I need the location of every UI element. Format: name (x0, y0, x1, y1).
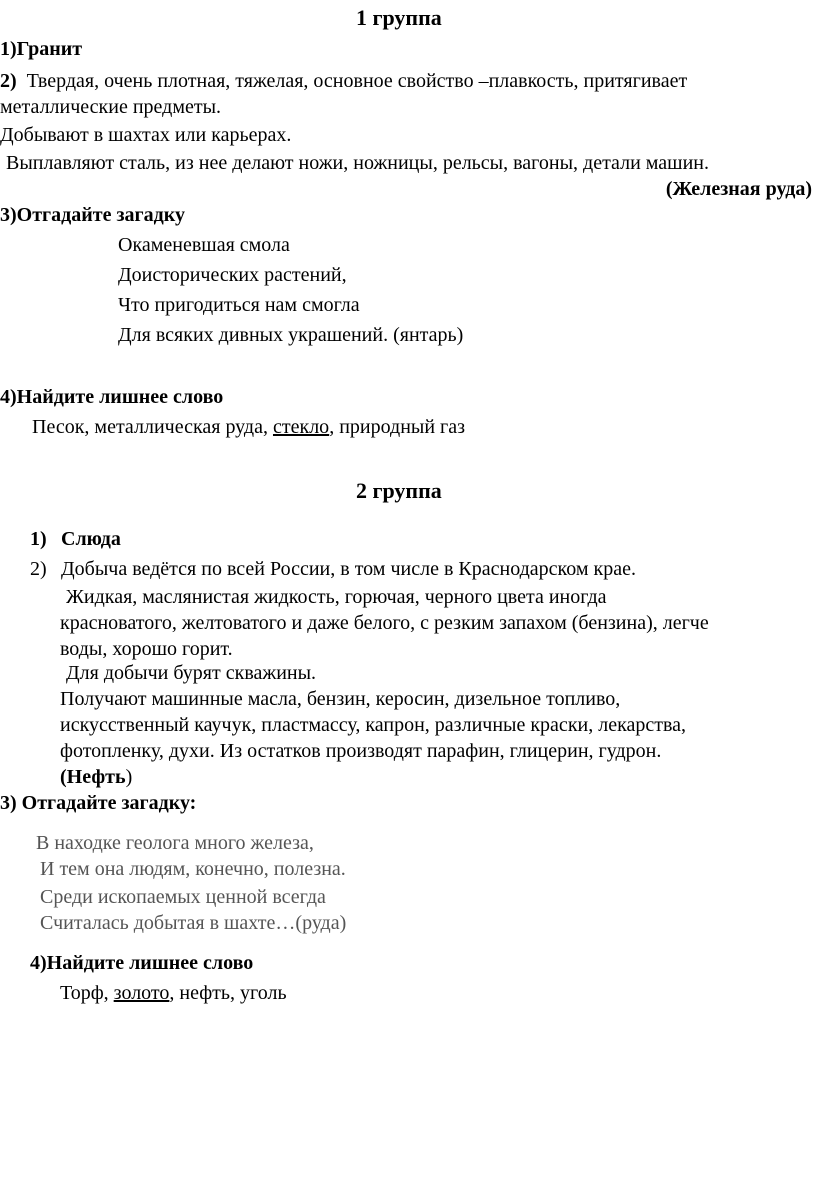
group1-q3-title: 3)Отгадайте загадку (0, 204, 185, 226)
group2-q2-line3: красноватого, желтоватого и даже белого, с резким запахом (бензина), легче (60, 612, 709, 634)
group2-q2-line7: искусственный каучук, пластмассу, капрон, различные краски, лекарства, (60, 714, 687, 736)
group2-q1 (30, 526, 121, 552)
group1-q4-odd-word: стекло (272, 416, 330, 438)
group2-q4-words (60, 980, 287, 1006)
group2-riddle-line2: И тем она людям, конечно, полезна. (40, 858, 346, 880)
group2-q2-answer-close: ) (125, 766, 133, 788)
group2-riddle-line4: Считалась добытая в шахте…(руда) (40, 912, 347, 934)
group2-q2-line1 (30, 556, 636, 582)
group1-riddle-line3: Что пригодиться нам смогла (118, 294, 360, 316)
group1-q2-line3: Добывают в шахтах или карьерах. (0, 124, 292, 146)
group1-q4-before: Песок, металлическая руда, (32, 416, 273, 438)
group2-q4-after: , нефть, уголь (169, 982, 287, 1004)
group2-q1-text: Слюда (61, 528, 121, 550)
group2-title: 2 группа (356, 478, 442, 503)
group1-q1: 1)Гранит (0, 38, 83, 60)
group1-q4-after: , природный газ (329, 416, 466, 438)
group1-title: 1 группа (356, 5, 442, 30)
group1-riddle-line2: Доисторических растений, (118, 264, 347, 286)
group2-q2-text1: Добыча ведётся по всей России, в том числе в Краснодарском крае. (61, 558, 636, 580)
group2-q2-line4: воды, хорошо горит. (60, 638, 233, 660)
group2-riddle-line3: Среди ископаемых ценной всегда (40, 886, 326, 908)
group2-q2-answer-word: (Нефть (60, 766, 126, 788)
group1-riddle-line4: Для всяких дивных украшений. (янтарь) (118, 324, 464, 346)
group2-q4-title: 4)Найдите лишнее слово (30, 952, 254, 974)
group2-q1-number: 1) (30, 528, 47, 550)
group2-q2-line2: Жидкая, маслянистая жидкость, горючая, черного цвета иногда (66, 586, 607, 608)
group2-q4-before: Торф, (60, 982, 114, 1004)
group1-q4-title: 4)Найдите лишнее слово (0, 386, 224, 408)
group2-q4-odd-word: золото (113, 982, 170, 1004)
group2-q2-number: 2) (30, 558, 47, 580)
group1-riddle-line1: Окаменевшая смола (118, 234, 290, 256)
group1-q2-line2: металлические предметы. (0, 96, 222, 118)
group1-q2-line4: Выплавляют сталь, из нее делают ножи, ножницы, рельсы, вагоны, детали машин. (6, 152, 709, 174)
group1-q2-number: 2) (0, 70, 17, 92)
group1-q2-line1 (0, 68, 687, 94)
group2-q2-line8: фотопленку, духи. Из остатков производят парафин, глицерин, гудрон. (60, 740, 662, 762)
group2-riddle-line1: В находке геолога много железа, (36, 832, 314, 854)
group1-q2-answer: (Железная руда) (665, 178, 812, 200)
group2-q2-line5: Для добычи бурят скважины. (66, 662, 317, 684)
group1-q4-words (32, 414, 465, 440)
group2-q2-answer (60, 764, 132, 790)
group2-q3-title: 3) Отгадайте загадку: (0, 792, 197, 814)
group1-q2-text1: Твердая, очень плотная, тяжелая, основное свойство –плавкость, притягивает (26, 70, 688, 92)
group2-q2-line6: Получают машинные масла, бензин, керосин, дизельное топливо, (60, 688, 621, 710)
